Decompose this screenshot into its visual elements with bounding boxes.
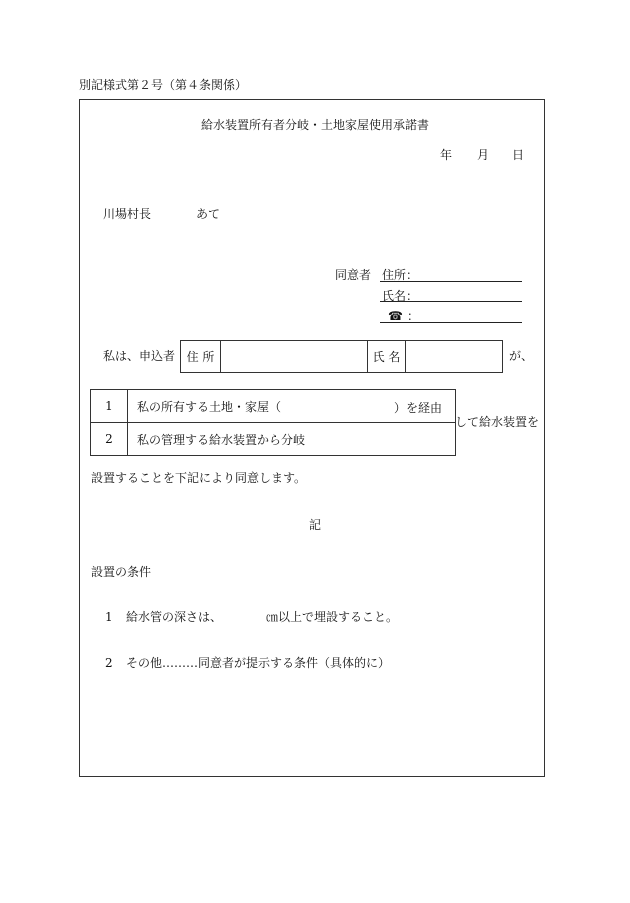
- consenter-phone-field[interactable]: [380, 322, 522, 323]
- option-row-2: [91, 423, 456, 456]
- options-trailing-text: して給水装置を: [455, 415, 540, 429]
- consent-sentence: 設置することを下記により同意します。: [91, 471, 307, 485]
- condition-2-number: 2: [105, 656, 113, 670]
- addressee-name: 川場村長: [103, 207, 152, 221]
- condition-1-number: 1: [105, 610, 113, 624]
- consenter-name-label: 氏名：: [382, 289, 419, 303]
- document-title: 給水装置所有者分岐・土地家屋使用承諾書: [200, 118, 429, 132]
- form-number: 別記様式第２号（第４条関係）: [79, 78, 248, 92]
- date-month-label: 月: [477, 148, 490, 162]
- condition-2-text: その他………同意者が提示する条件（具体的に）: [126, 656, 391, 670]
- options-table: [90, 389, 456, 456]
- applicant-address-field[interactable]: [221, 341, 368, 373]
- option-row-1: [91, 390, 456, 423]
- option-text: [128, 390, 456, 423]
- option-number: 2: [91, 423, 128, 456]
- record-label: 記: [308, 518, 321, 532]
- consenter-phone-colon: ：: [407, 309, 420, 323]
- option-text-end: ）を経由: [394, 401, 443, 415]
- applicant-prefix: 私は、申込者: [103, 349, 176, 363]
- date-day-label: 日: [512, 148, 525, 162]
- condition-1-text-b: ㎝以上で埋設すること。: [266, 610, 399, 624]
- addressee-suffix: あて: [196, 207, 221, 221]
- applicant-suffix: が、: [509, 349, 534, 363]
- applicant-address-label: 住 所: [181, 341, 221, 373]
- applicant-name-label: 氏 名: [368, 341, 406, 373]
- option-text-start: 私の所有する土地・家屋（: [137, 399, 282, 414]
- condition-1-text-a: 給水管の深さは、: [126, 610, 223, 624]
- date-year-label: 年: [440, 148, 453, 162]
- conditions-heading: 設置の条件: [91, 565, 152, 579]
- option-text: 私の管理する給水装置から分岐: [128, 423, 456, 456]
- applicant-name-field[interactable]: [406, 341, 503, 373]
- consenter-address-label: 住所：: [382, 268, 419, 282]
- consenter-address-field[interactable]: [380, 281, 522, 282]
- consenter-name-field[interactable]: [380, 301, 522, 302]
- consenter-label: 同意者: [335, 268, 372, 282]
- applicant-table: [180, 340, 503, 373]
- option-number: 1: [91, 390, 128, 423]
- phone-icon: ☎: [388, 309, 403, 323]
